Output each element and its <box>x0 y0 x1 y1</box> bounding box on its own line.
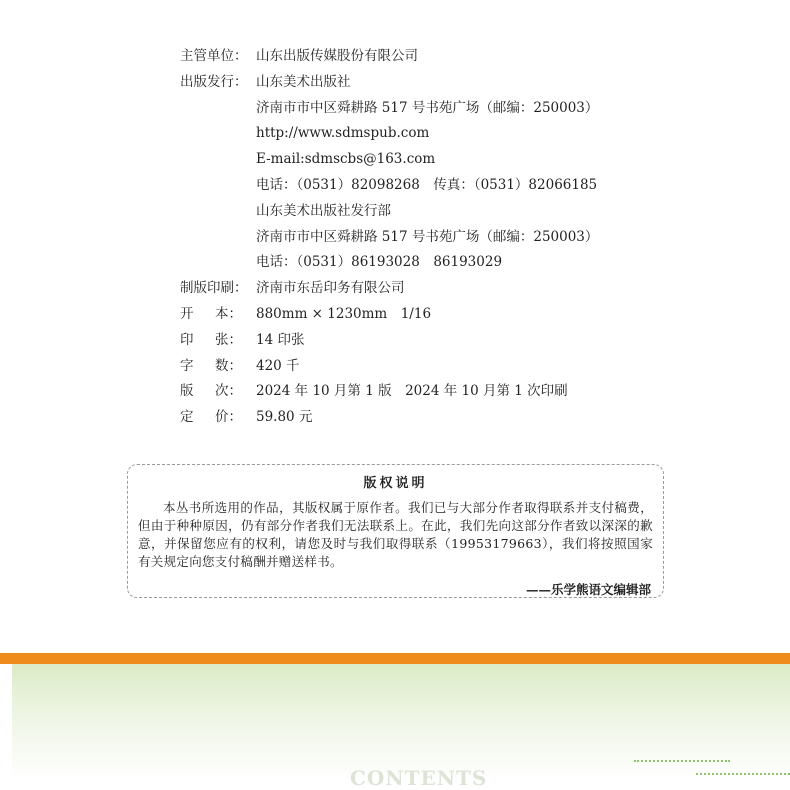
printer-value: 济南市东岳印务有限公司 <box>256 280 405 297</box>
publisher-name: 山东美术出版社 <box>256 73 351 90</box>
orange-divider-band <box>0 653 790 664</box>
price-value: 59.80 元 <box>256 409 313 426</box>
price-label <box>180 405 242 431</box>
distribution-address-row <box>180 225 740 251</box>
publisher-phone: 电话：（0531）82098268 传真：（0531）82066185 <box>256 176 598 193</box>
publisher-website-row <box>180 121 740 147</box>
supervisor-row <box>180 44 740 70</box>
words-label <box>180 354 242 380</box>
sheets-label <box>180 328 242 354</box>
printer-label: 制版印刷： <box>180 280 248 297</box>
edition-label <box>180 379 242 405</box>
sheets-label-b: 张： <box>215 331 242 348</box>
sheets-value: 14 印张 <box>256 331 305 348</box>
publisher-row <box>180 70 740 96</box>
sheets-row <box>180 328 740 354</box>
distribution-phone-row <box>180 250 740 276</box>
price-row <box>180 405 740 431</box>
publisher-email-row <box>180 147 740 173</box>
publisher-email: E-mail:sdmscbs@163.com <box>256 151 436 168</box>
distribution-phone: 电话：（0531）86193028 86193029 <box>256 254 503 271</box>
copyright-notice-body: 本丛书所选用的作品，其版权属于原作者。我们已与大部分作者取得联系并支付稿费，但由于种种原因，仍有部分作者我们无法联系上。在此，我们先向这部分作者致以深深的歉意，并保留您应有的权利，请您及时与我们取得联系（19953179663），我们将按照国家有关规定向您支付稿酬并赠送样书。 <box>138 500 653 569</box>
distribution-address: 济南市市中区舜耕路 517 号书苑广场（邮编：250003） <box>256 228 599 245</box>
copyright-notice-box <box>127 464 664 598</box>
format-label-b: 本： <box>215 305 242 322</box>
copyright-notice-title: 版权说明 <box>363 476 428 491</box>
green-gradient-panel <box>12 664 790 780</box>
words-row <box>180 354 740 380</box>
price-label-b: 价： <box>215 409 242 426</box>
printer-row <box>180 276 740 302</box>
supervisor-value: 山东出版传媒股份有限公司 <box>256 48 418 64</box>
publication-info <box>180 44 740 431</box>
edition-label-b: 次： <box>215 383 242 400</box>
format-label <box>180 302 242 328</box>
sheets-label-a: 印 <box>180 331 194 348</box>
publisher-website: http://www.sdmspub.com <box>256 125 430 142</box>
distribution-dept-row <box>180 199 740 225</box>
publisher-phone-row <box>180 173 740 199</box>
dotted-line-lower <box>696 773 790 775</box>
edition-row <box>180 379 740 405</box>
copyright-notice-signature: ——乐学熊语文编辑部 <box>525 582 651 597</box>
price-label-a: 定 <box>180 409 194 426</box>
words-label-b: 数： <box>215 357 242 374</box>
dotted-line-upper <box>634 760 730 762</box>
format-label-a: 开 <box>180 305 194 322</box>
format-value: 880mm × 1230mm 1/16 <box>256 305 432 322</box>
publisher-label: 出版发行： <box>180 73 248 90</box>
supervisor-label: 主管单位： <box>180 48 248 64</box>
words-value: 420 千 <box>256 357 300 374</box>
words-label-a: 字 <box>180 357 194 374</box>
edition-value: 2024 年 10 月第 1 版 2024 年 10 月第 1 次印刷 <box>256 383 568 400</box>
distribution-dept: 山东美术出版社发行部 <box>256 202 391 219</box>
edition-label-a: 版 <box>180 383 194 400</box>
publisher-address: 济南市市中区舜耕路 517 号书苑广场（邮编：250003） <box>256 99 599 116</box>
format-row <box>180 302 740 328</box>
publisher-address-row <box>180 96 740 122</box>
contents-heading-faded: CONTENTS <box>350 766 488 790</box>
